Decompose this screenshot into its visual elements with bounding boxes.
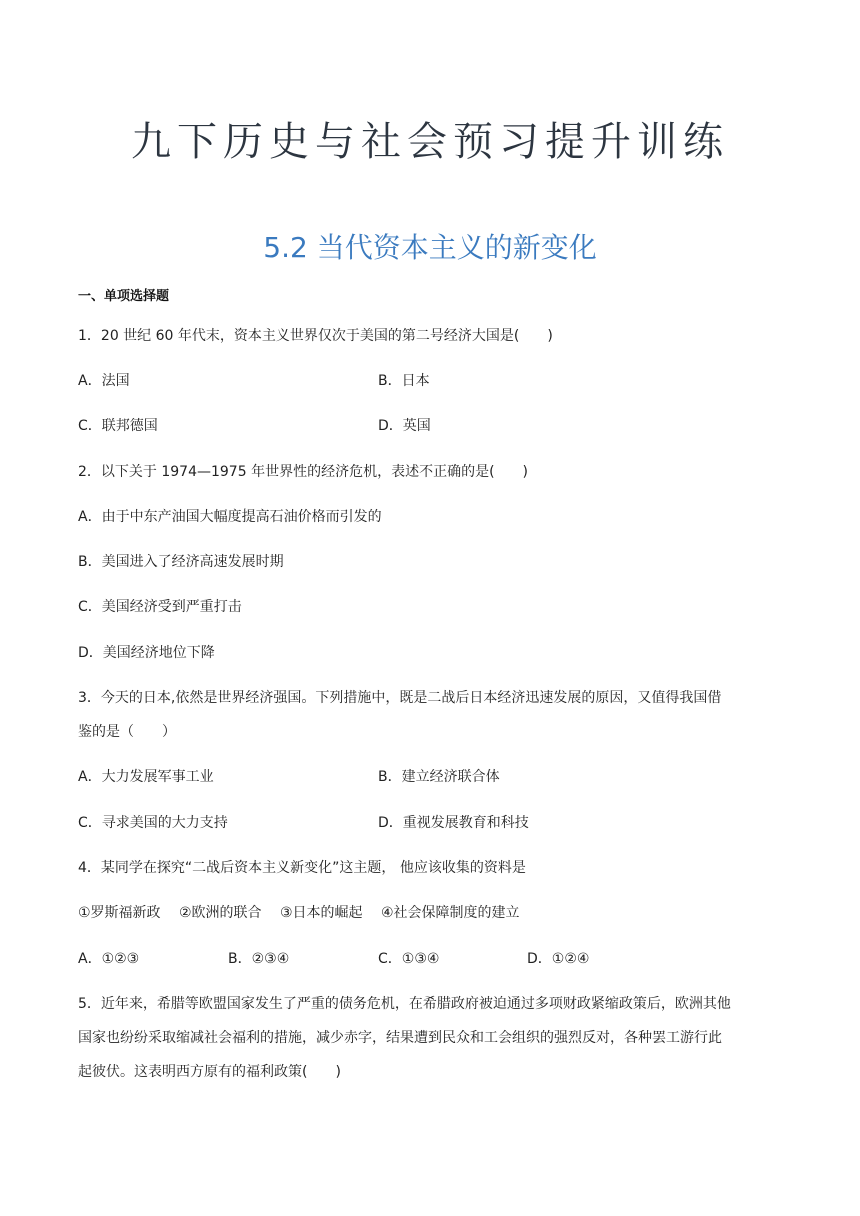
question-2-option-c: C．美国经济受到严重打击: [78, 599, 242, 615]
question-3-stem-line-2: 鉴的是（ ）: [78, 724, 176, 740]
question-1-option-a: A．法国: [78, 373, 130, 389]
question-5-stem-line-1: 5．近年来，希腊等欧盟国家发生了严重的债务危机，在希腊政府被迫通过多项财政紧缩政策后，欧洲其他: [78, 996, 731, 1012]
question-5-stem-line-3: 起彼伏。这表明西方原有的福利政策( ): [78, 1064, 341, 1080]
section-heading: 一、单项选择题: [78, 289, 170, 304]
question-3-stem-line-1: 3．今天的日本,依然是世界经济强国。下列措施中，既是二战后日本经济迅速发展的原因，又值得我国借: [78, 690, 722, 706]
question-1-stem: 1．20 世纪 60 年代末，资本主义世界仅次于美国的第二号经济大国是( ): [78, 328, 553, 344]
question-3-option-d: D．重视发展教育和科技: [378, 815, 529, 831]
question-3-option-b: B．建立经济联合体: [378, 769, 500, 785]
question-3-option-c: C．寻求美国的大力支持: [78, 815, 228, 831]
question-2-stem: 2．以下关于 1974—1975 年世界性的经济危机，表述不正确的是( ): [78, 464, 528, 480]
question-1-option-b: B．日本: [378, 373, 430, 389]
question-2-option-d: D．美国经济地位下降: [78, 645, 215, 661]
question-1-option-c: C．联邦德国: [78, 418, 158, 434]
question-4-option-b: B．②③④: [228, 951, 290, 967]
question-1-option-d: D．英国: [378, 418, 431, 434]
question-4-option-d: D．①②④: [527, 951, 590, 967]
question-2-option-a: A．由于中东产油国大幅度提高石油价格而引发的: [78, 509, 382, 525]
question-4-option-c: C．①③④: [378, 951, 440, 967]
question-4-items: ①罗斯福新政 ②欧洲的联合 ③日本的崛起 ④社会保障制度的建立: [78, 905, 520, 921]
question-4-option-a: A．①②③: [78, 951, 140, 967]
question-3-option-a: A．大力发展军事工业: [78, 769, 214, 785]
document-title: 九下历史与社会预习提升训练: [131, 119, 729, 165]
lesson-subtitle: 5.2 当代资本主义的新变化: [263, 231, 597, 264]
question-5-stem-line-2: 国家也纷纷采取缩减社会福利的措施，减少赤字，结果遭到民众和工会组织的强烈反对，各种罢工游行此: [78, 1030, 722, 1046]
question-2-option-b: B．美国进入了经济高速发展时期: [78, 554, 284, 570]
question-4-stem: 4．某同学在探究“二战后资本主义新变化”这主题， 他应该收集的资料是: [78, 860, 526, 876]
